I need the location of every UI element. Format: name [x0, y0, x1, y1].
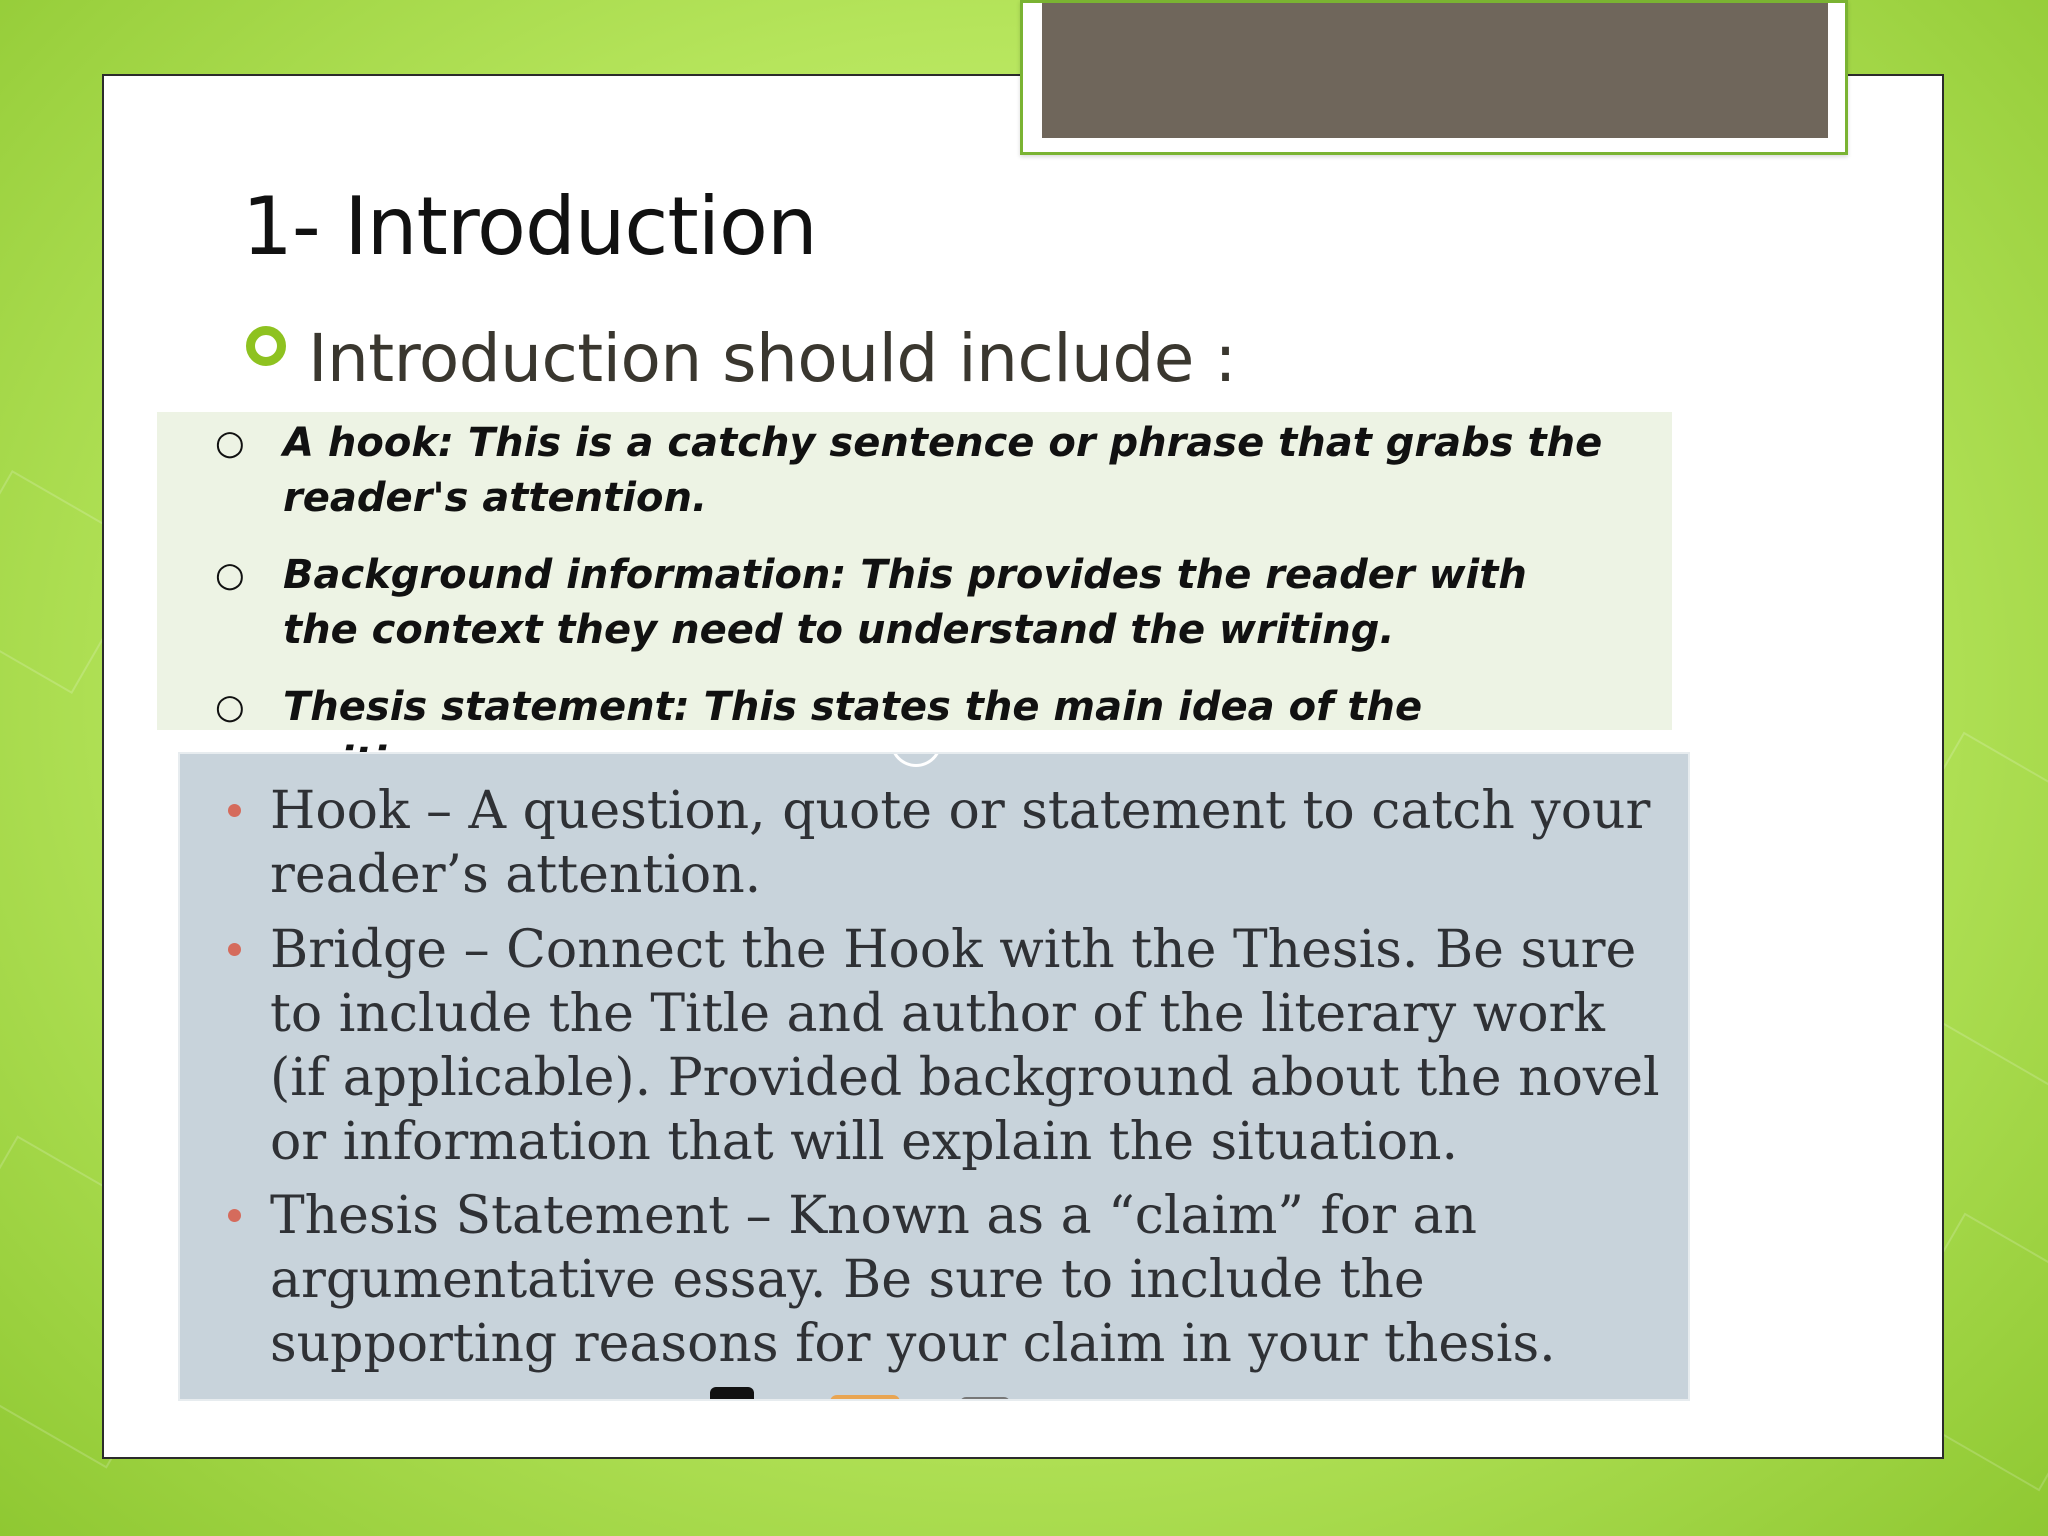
hollow-circle-bullet-icon: ○ [215, 423, 245, 463]
top-decorative-card [1020, 0, 1848, 155]
content-panel [102, 74, 1944, 1459]
sub-point-hook [215, 416, 1603, 526]
scan-artifact-marks [710, 1387, 1070, 1401]
scan-artifact-mark [830, 1395, 900, 1401]
scanned-image [178, 752, 1690, 1401]
scan-artifact-mark [710, 1387, 754, 1401]
scan-item-hook [270, 779, 1670, 907]
scan-item-thesis [270, 1184, 1670, 1376]
sub-point-background [215, 548, 1603, 658]
slide-title: 1- Introduction [242, 180, 817, 273]
red-bullet-icon [228, 804, 241, 817]
hollow-circle-bullet-icon: ○ [215, 687, 245, 727]
red-bullet-icon [228, 1209, 241, 1222]
sub-point-text: Thesis statement: This states the main idea of the [283, 684, 1423, 730]
sub-point-text: Background information: This provides the reader with the context they need to understand the writing. [283, 552, 1527, 653]
top-decorative-card-fill [1042, 3, 1828, 138]
scan-item-text: Thesis Statement – Known as a “claim” for an argumentative essay. Be sure to include the supporting reasons for your claim in your thesis. [270, 1186, 1556, 1374]
sub-points-box [157, 412, 1672, 730]
scan-artifact-arc [890, 752, 942, 767]
main-bullet-text: Introduction should include : [308, 320, 1237, 397]
sub-point-text: A hook: This is a catchy sentence or phrase that grabs the reader's attention. [283, 420, 1603, 521]
scan-artifact-mark [960, 1397, 1010, 1401]
scan-item-text: Hook – A question, quote or statement to catch your reader’s attention. [270, 781, 1651, 905]
scan-item-text: Bridge – Connect the Hook with the Thesis. Be sure to include the Title and author of the literary work (if applicable). Provided background about the novel or information that will explain the situation. [270, 920, 1660, 1172]
scan-item-bridge [270, 918, 1670, 1174]
ring-bullet-icon [246, 326, 286, 366]
hollow-circle-bullet-icon: ○ [215, 555, 245, 595]
red-bullet-icon [228, 943, 241, 956]
main-bullet [246, 320, 1236, 397]
